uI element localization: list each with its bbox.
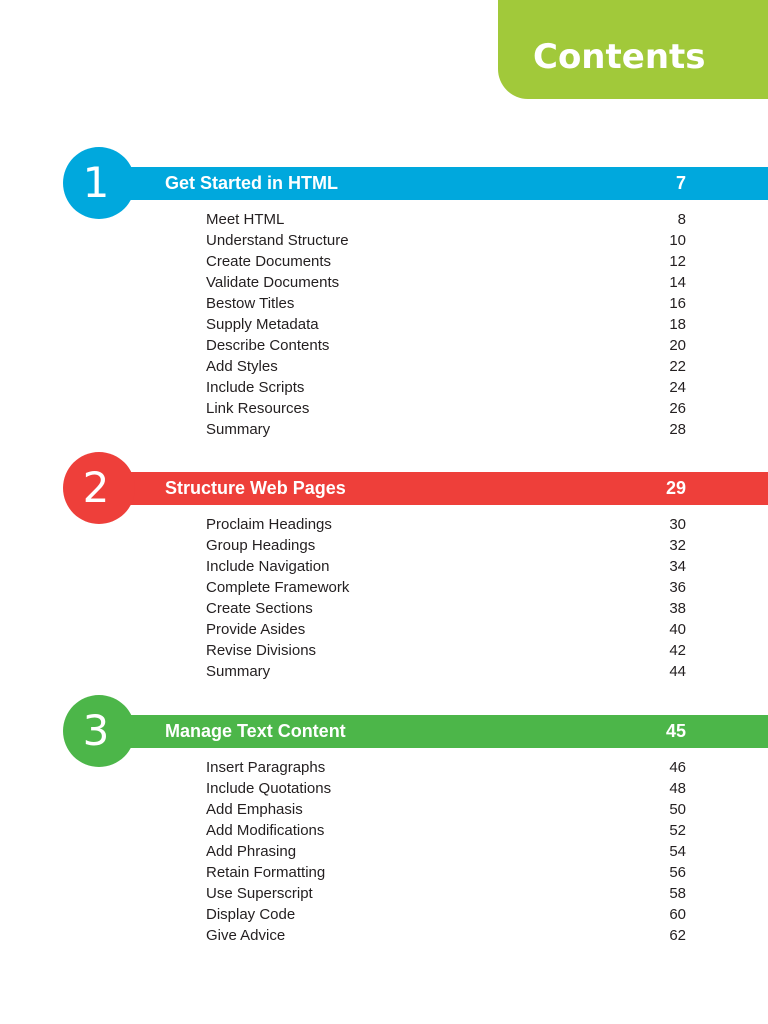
toc-entry-label: Validate Documents	[206, 274, 340, 291]
toc-entry-page-number: 46	[669, 759, 686, 776]
toc-entry-page-number: 34	[669, 558, 686, 575]
toc-entry-label: Complete Framework	[206, 579, 350, 596]
toc-entry[interactable]	[206, 799, 686, 820]
toc-entry-page-number: 58	[669, 885, 686, 902]
toc-entry[interactable]	[206, 314, 686, 335]
toc-entry[interactable]	[206, 335, 686, 356]
toc-entry-page-number: 38	[669, 600, 686, 617]
toc-entry-page-number: 16	[669, 295, 686, 312]
toc-entry-label: Proclaim Headings	[206, 516, 332, 533]
toc-entry-label: Group Headings	[206, 537, 316, 554]
toc-entry[interactable]	[206, 904, 686, 925]
toc-entry-label: Provide Asides	[206, 621, 306, 638]
toc-entry-page-number: 50	[669, 801, 686, 818]
toc-entry[interactable]	[206, 862, 686, 883]
toc-entry[interactable]	[206, 209, 686, 230]
toc-entry[interactable]	[206, 778, 686, 799]
chapter-number: 1	[82, 158, 110, 207]
toc-entry[interactable]	[206, 883, 686, 904]
chapter-page-number: 29	[665, 478, 686, 498]
toc-entry[interactable]	[206, 293, 686, 314]
toc-entry-page-number: 24	[669, 379, 686, 396]
toc-entry-page-number: 22	[669, 358, 686, 375]
toc-entry[interactable]	[206, 251, 686, 272]
toc-entry-label: Revise Divisions	[206, 642, 317, 659]
toc-entry-label: Describe Contents	[206, 337, 330, 354]
toc-entry-label: Include Navigation	[206, 558, 330, 575]
page-title: Contents	[533, 37, 706, 77]
chapter-page-number: 45	[665, 721, 686, 741]
toc-entry-label: Include Scripts	[206, 379, 305, 396]
toc-entry-page-number: 42	[669, 642, 686, 659]
toc-entry-label: Meet HTML	[206, 211, 285, 228]
toc-entry-label: Summary	[206, 421, 271, 438]
chapter-page-number: 7	[675, 173, 686, 193]
toc-entry[interactable]	[206, 640, 686, 661]
toc-entry-page-number: 62	[669, 927, 686, 944]
toc-entry-page-number: 52	[669, 822, 686, 839]
toc-entry-label: Create Sections	[206, 600, 313, 617]
toc-entry-page-number: 28	[669, 421, 686, 438]
toc-entry-page-number: 48	[669, 780, 686, 797]
chapter-entry-list	[206, 209, 686, 440]
toc-entry-page-number: 30	[669, 516, 686, 533]
toc-entry[interactable]	[206, 535, 686, 556]
chapter-number: 2	[82, 463, 110, 512]
toc-entry[interactable]	[206, 841, 686, 862]
chapter-number: 3	[82, 706, 110, 755]
chapter-title[interactable]: Manage Text Content	[165, 721, 346, 741]
toc-entry-page-number: 44	[669, 663, 686, 680]
toc-entry-page-number: 12	[669, 253, 686, 270]
chapter-entry-list	[206, 514, 686, 682]
toc-entry-label: Give Advice	[206, 927, 286, 944]
toc-entry-page-number: 8	[677, 211, 686, 228]
toc-entry-page-number: 32	[669, 537, 686, 554]
toc-entry-label: Create Documents	[206, 253, 332, 270]
toc-entry[interactable]	[206, 419, 686, 440]
toc-entry-label: Add Phrasing	[206, 843, 297, 860]
toc-entry-label: Link Resources	[206, 400, 310, 417]
toc-entry[interactable]	[206, 577, 686, 598]
toc-entry[interactable]	[206, 230, 686, 251]
toc-entry[interactable]	[206, 514, 686, 535]
toc-entry-page-number: 18	[669, 316, 686, 333]
toc-entry-page-number: 10	[669, 232, 686, 249]
toc-entry-label: Add Emphasis	[206, 801, 303, 818]
toc-entry-label: Add Styles	[206, 358, 278, 375]
toc-entry[interactable]	[206, 356, 686, 377]
toc-entry[interactable]	[206, 757, 686, 778]
toc-entry-label: Include Quotations	[206, 780, 332, 797]
toc-entry-page-number: 14	[669, 274, 686, 291]
toc-entry-page-number: 60	[669, 906, 686, 923]
toc-entry-label: Summary	[206, 663, 271, 680]
toc-entry-page-number: 54	[669, 843, 686, 860]
toc-entry-label: Use Superscript	[206, 885, 313, 902]
toc-entry-label: Display Code	[206, 906, 296, 923]
toc-entry[interactable]	[206, 661, 686, 682]
toc-entry-label: Retain Formatting	[206, 864, 326, 881]
toc-entry[interactable]	[206, 598, 686, 619]
toc-entry[interactable]	[206, 398, 686, 419]
toc-entry[interactable]	[206, 377, 686, 398]
toc-entry-label: Bestow Titles	[206, 295, 295, 312]
toc-entry-label: Supply Metadata	[206, 316, 319, 333]
toc-entry-page-number: 36	[669, 579, 686, 596]
chapter-title[interactable]: Get Started in HTML	[165, 173, 339, 193]
toc-entry-label: Add Modifications	[206, 822, 325, 839]
toc-entry[interactable]	[206, 272, 686, 293]
toc-entry[interactable]	[206, 820, 686, 841]
toc-entry-page-number: 40	[669, 621, 686, 638]
toc-entry[interactable]	[206, 619, 686, 640]
toc-entry-label: Insert Paragraphs	[206, 759, 326, 776]
toc-entry-page-number: 20	[669, 337, 686, 354]
chapter-entry-list	[206, 757, 686, 946]
chapter-title[interactable]: Structure Web Pages	[165, 478, 346, 498]
toc-entry[interactable]	[206, 925, 686, 946]
toc-entry-page-number: 56	[669, 864, 686, 881]
toc-entry-label: Understand Structure	[206, 232, 349, 249]
toc-entry-page-number: 26	[669, 400, 686, 417]
toc-entry[interactable]	[206, 556, 686, 577]
